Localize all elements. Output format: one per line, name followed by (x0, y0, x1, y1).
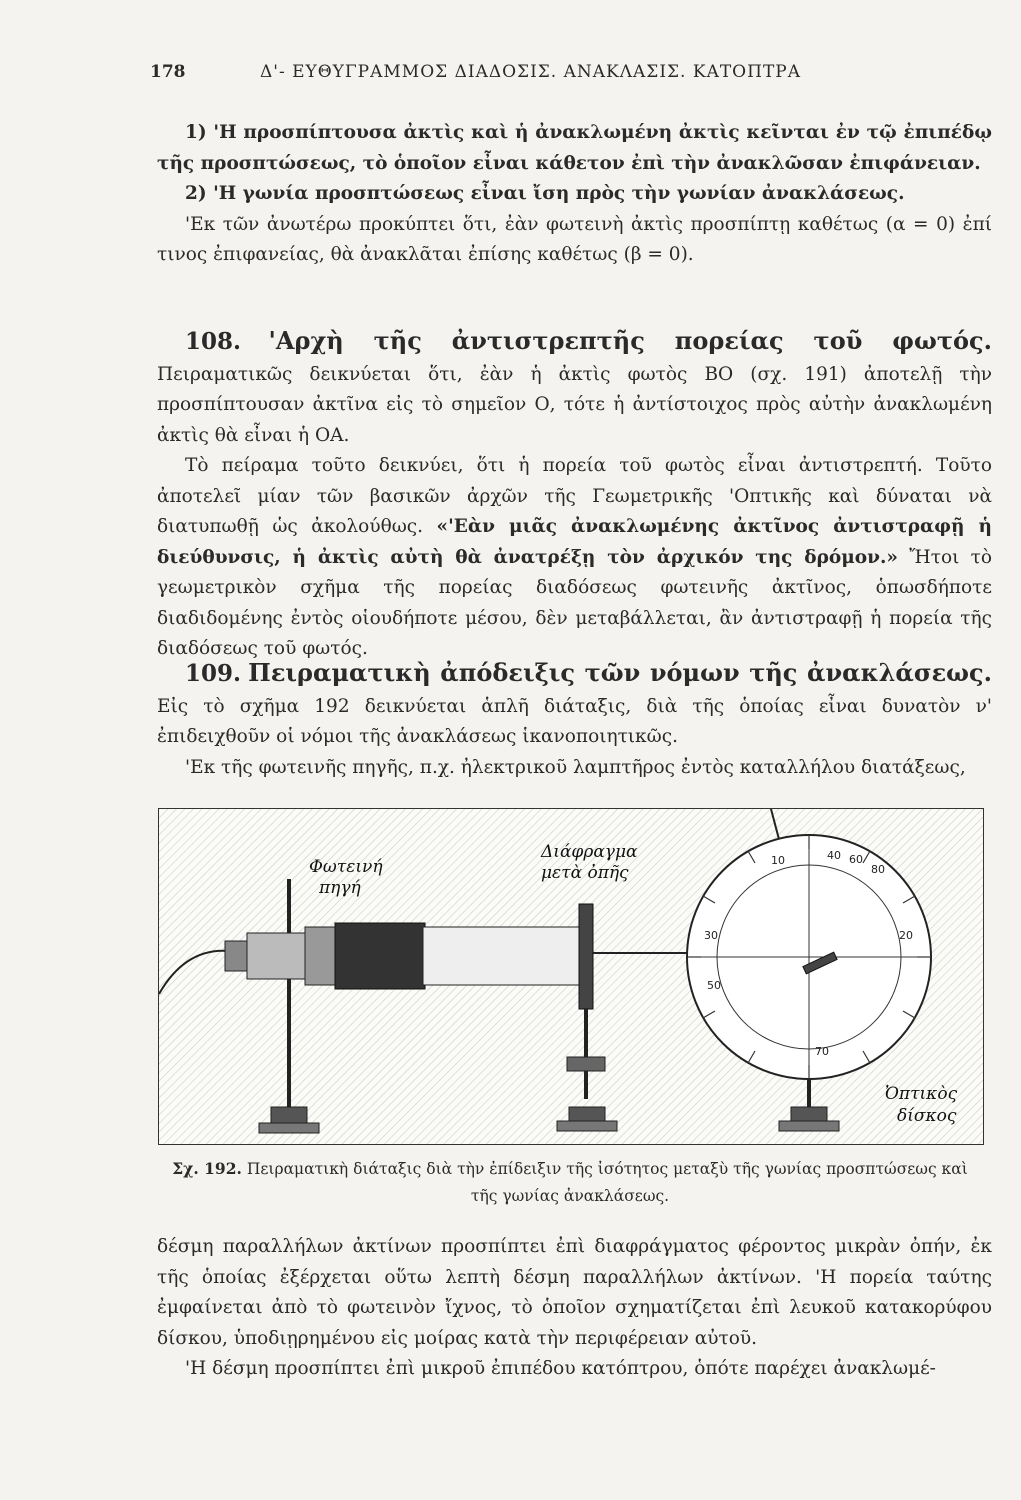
laws-note: 'Εκ τῶν ἀνωτέρω προκύπτει ὅτι, ἐὰν φωτεινὴ ἀκτὶς προσπίπτῃ καθέτως (α = 0) ἐπί τινος ἐπιφανείας, θὰ ἀνακλᾶται ἐπίσης καθέτως (β = 0). (157, 213, 992, 265)
scale-mark: 30 (704, 929, 718, 942)
scale-mark: 40 (827, 849, 841, 862)
continuation-paragraph-1: δέσμη παραλλήλων ἀκτίνων προσπίπτει ἐπὶ διαφράγματος φέροντος μικρὰν ὀπήν, ἐκ τῆς ὁποίας ἐξέρχεται οὕτω λεπτὴ δέσμη παραλλήλων ἀκτίνων. 'Η πορεία ταύτης ἐμφαίνεται ἀπὸ τὸ φωτεινὸν ἴχνος, τὸ ὁποῖον σχηματίζεται ἐπὶ λευκοῦ κατακορύφου δίσκου, ὑποδιῃρημένου εἰς μοίρας κατὰ τὴν περιφέρειαν αὐτοῦ. (157, 1236, 992, 1349)
section-109-paragraph-2: 'Εκ τῆς φωτεινῆς πηγῆς, π.χ. ἠλεκτρικοῦ λαμπτῆρος ἐντὸς καταλλήλου διατάξεως, (185, 756, 966, 778)
section-109-number: 109. (185, 660, 242, 687)
running-title: Δ'- ΕΥΘΥΓΡΑΜΜΟΣ ΔΙΑΔΟΣΙΣ. ΑΝΑΚΛΑΣΙΣ. ΚΑΤΟΠΤΡΑ (260, 62, 801, 82)
section-109-text-1: Εἰς τὸ σχῆμα 192 δεικνύεται ἁπλῆ διάταξις, διὰ τῆς ὁποίας εἶναι δυνατὸν ν' ἐπιδειχθοῦν οἱ νόμοι τῆς ἀνακλάσεως ἱκανοποιητικῶς. (157, 695, 992, 747)
label-diaphragm-2: μετὰ ὀπῆς (541, 863, 629, 883)
scale-mark: 70 (815, 1045, 829, 1058)
apparatus-illustration (159, 809, 983, 1144)
caption-text: Πειραματικὴ διάταξις διὰ τὴν ἐπίδειξιν τῆς ἰσότητος μεταξὺ τῆς γωνίας προσπτώσεως καὶ τῆς γωνίας ἀνακλάσεως. (246, 1160, 968, 1205)
figure-caption (160, 1155, 980, 1210)
label-disc-1: Ὀπτικὸς (885, 1084, 958, 1104)
section-108-text-1: Πειραματικῶς δεικνύεται ὅτι, ἐὰν ἡ ἀκτὶς φωτὸς ΒΟ (σχ. 191) ἀποτελῇ τὴν προσπίπτουσαν ἀκτῖνα εἰς τὸ σημεῖον Ο, τότε ἡ ἀντίστοιχος πρὸς αὐτὴν ἀνακλωμένη ἀκτὶς θὰ εἶναι ἡ ΟΑ. (157, 363, 992, 446)
reversibility-principle: «'Εὰν μιᾶς ἀνακλωμένης ἀκτῖνος ἀντιστραφῇ ἡ διεύθυνσις, ἡ ἀκτὶς αὐτὴ θὰ ἀνατρέξῃ τὸν ἀρχικόν της δρόμον.» (157, 516, 992, 568)
section-108-title: 'Αρχὴ τῆς ἀντιστρεπτῆς πορείας τοῦ φωτός. (268, 326, 992, 355)
continuation-block (157, 1232, 992, 1385)
law-1: 1) 'Η προσπίπτουσα ἀκτὶς καὶ ἡ ἀνακλωμένη ἀκτὶς κεῖνται ἐν τῷ ἐπιπέδῳ τῆς προσπτώσεως, τὸ ὁποῖον εἶναι κάθετον ἐπὶ τὴν ἀνακλῶσαν ἐπιφάνειαν. (157, 122, 992, 174)
section-109-title: Πειραματικὴ ἀπόδειξις τῶν νόμων τῆς ἀνακλάσεως. (248, 658, 992, 687)
section-109 (157, 658, 992, 783)
label-diaphragm-1: Διάφραγμα (541, 842, 638, 862)
section-108 (157, 326, 992, 665)
lamp-housing (225, 923, 581, 989)
scale-mark: 20 (899, 929, 913, 942)
scale-mark: 50 (707, 979, 721, 992)
section-108-paragraph-2 (157, 451, 992, 665)
section-108-paragraph-1 (157, 326, 992, 451)
figure-192 (158, 808, 984, 1145)
page-header (150, 62, 970, 92)
section-108-text-2b: Ἤτοι τὸ γεωμετρικὸν σχῆμα τῆς πορείας διαδόσεως φωτεινῆς ἀκτῖνος, ὁπωσδήποτε διαδιδομένης ἐντὸς οἱουδήποτε μέσου, δὲν μεταβάλλεται, ἂν ἀντιστραφῇ ἡ πορεία τῆς διαδόσεως τοῦ φωτός. (157, 546, 992, 659)
section-108-text-2a: Τὸ πείραμα τοῦτο δεικνύει, ὅτι ἡ πορεία τοῦ φωτὸς εἶναι ἀντιστρεπτή. Τοῦτο ἀποτελεῖ μίαν τῶν βασικῶν ἀρχῶν τῆς Γεωμετρικῆς 'Οπτικῆς καὶ δύναται νὰ διατυπωθῇ ὡς ἀκολούθως. (157, 455, 992, 537)
scale-mark: 80 (871, 863, 885, 876)
caption-label: Σχ. 192. (172, 1159, 242, 1178)
label-disc-2: δίσκος (897, 1106, 957, 1126)
label-light-source-2: πηγή (319, 878, 361, 898)
continuation-paragraph-2: 'Η δέσμη προσπίπτει ἐπὶ μικροῦ ἐπιπέδου κατόπτρου, ὁπότε παρέχει ἀνακλωμέ- (185, 1358, 936, 1379)
scale-mark: 60 (849, 853, 863, 866)
label-light-source-1: Φωτεινή (309, 857, 383, 877)
page-number: 178 (150, 62, 186, 82)
law-2: 2) 'Η γωνία προσπτώσεως εἶναι ἴση πρὸς τὴν γωνίαν ἀνακλάσεως. (185, 183, 905, 204)
optical-disc (687, 835, 931, 1079)
section-108-number: 108. (185, 328, 242, 355)
scale-mark: 10 (771, 854, 785, 867)
section-109-paragraph-1 (157, 658, 992, 753)
laws-block (157, 118, 992, 271)
